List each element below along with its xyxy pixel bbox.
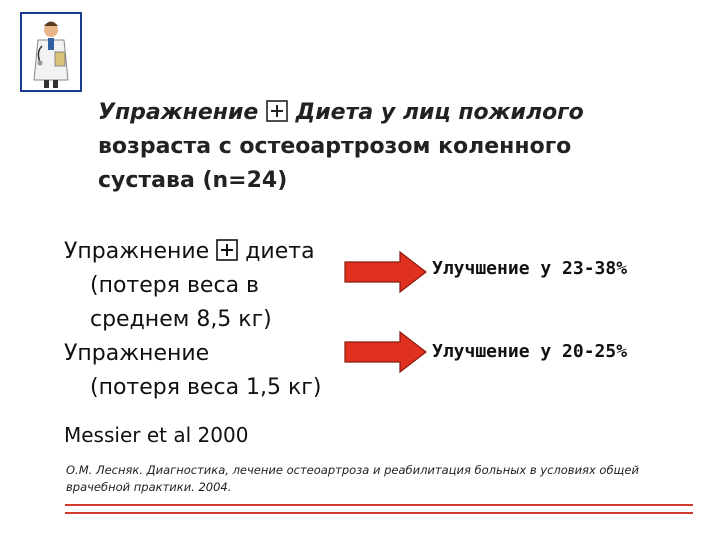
item-2-line-1: Упражнение [64, 341, 210, 366]
plus-icon [216, 239, 238, 261]
reference-note: О.М. Лесняк. Диагностика, лечение остеоартроза и реабилитация больных в условиях общей врачебной практики. 2004. [66, 463, 639, 494]
item-1-line-2: (потеря веса в [90, 273, 260, 298]
source-citation: Messier et al 2000 [64, 423, 249, 447]
slide-title [98, 96, 698, 198]
title-line-1: Упражнение Диета у лиц пожилого [98, 100, 584, 125]
plus-icon [266, 100, 288, 122]
item-2-line-2: (потеря веса 1,5 кг) [90, 375, 322, 400]
title-line-2: возраста с остеоартрозом коленного [98, 134, 572, 159]
title-line-3: сустава (n=24) [98, 168, 288, 193]
right-arrow-icon [344, 250, 428, 294]
item-1-line-3: среднем 8,5 кг) [90, 307, 272, 332]
divider [65, 504, 693, 506]
result-1: Улучшение у 23-38% [432, 258, 628, 279]
item-1-line-1: Упражнение диета [64, 239, 315, 264]
divider [65, 512, 693, 514]
result-2: Улучшение у 20-25% [432, 341, 628, 362]
comparison-item-1 [64, 235, 315, 337]
doctor-icon [20, 12, 82, 92]
comparison-item-2 [64, 337, 321, 405]
right-arrow-icon [344, 330, 428, 374]
